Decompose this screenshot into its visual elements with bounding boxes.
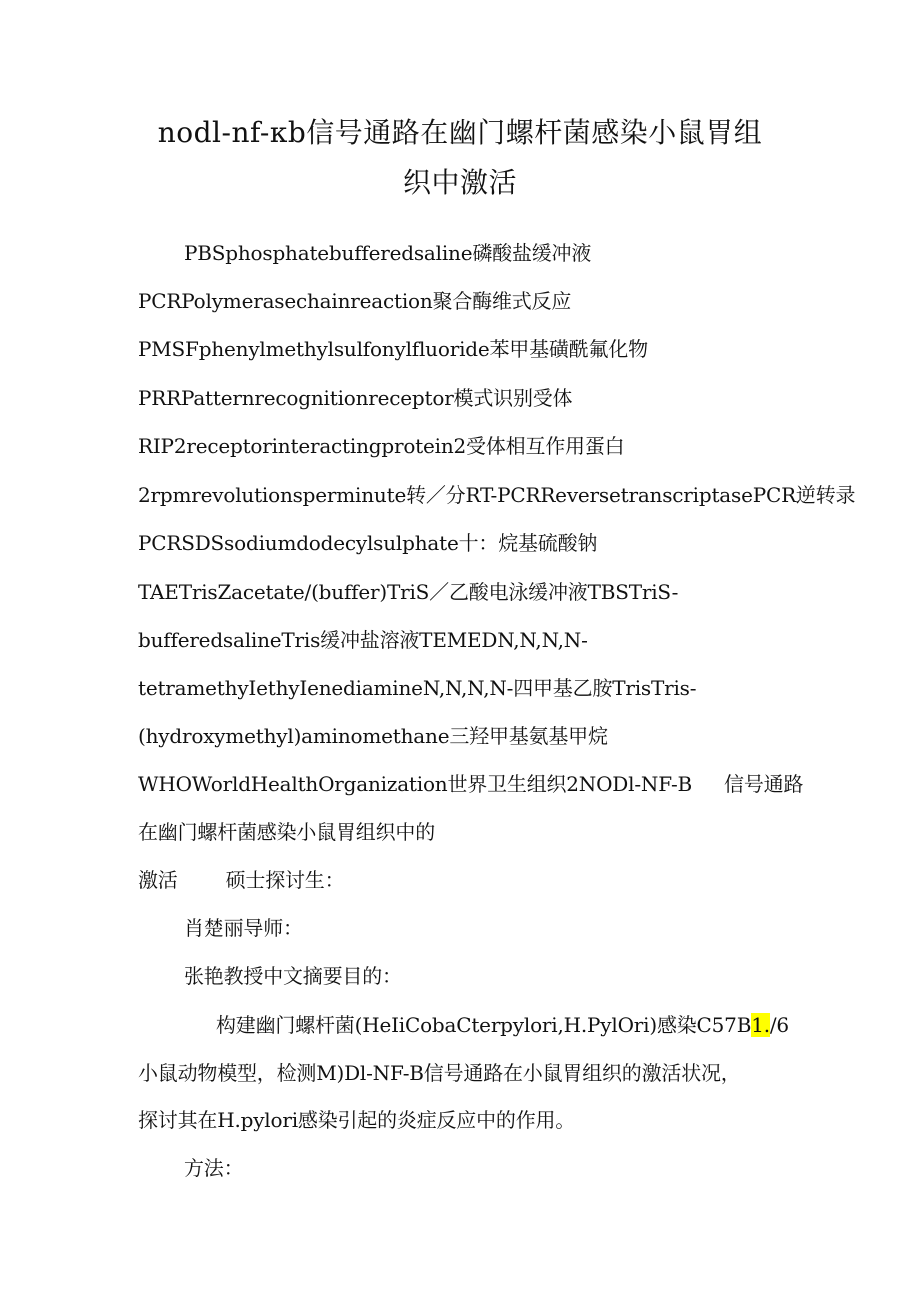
abbrev-line-tris: (hydroxymethyl)aminomethane三羟甲基氨基甲烷 [138, 724, 608, 748]
purpose-line-2: 小鼠动物模型，检测M)Dl-NF-B信号通路在小鼠胃组织的激活状况， [138, 1061, 741, 1085]
text-line-activation [138, 865, 344, 895]
abbrev-line-pbs: PBSphosphatebufferedsaline磷酸盐缓冲液 [184, 241, 592, 265]
student-label: 硕士探讨生： [225, 868, 345, 892]
abbrev-line-rip2: RIP2receptorinteractingprotein2受体相互作用蛋白 [138, 434, 625, 458]
abbrev-line-tbs: bufferedsalineTris缓冲盐溶液TEMEDN,N,N,N- [138, 628, 588, 652]
abbrev-line-sds: PCRSDSsodiumdodecylsulphate十：烷基硫酸钠 [138, 531, 598, 555]
who-text: WHOWorldHealthOrganization世界卫生组织2NODl-NF-B [138, 772, 693, 796]
abbrev-line-prr: PRRPatternrecognitionreceptor模式识别受体 [138, 386, 573, 410]
text-line-advisor: 张艳教授中文摘要目的： [184, 964, 402, 988]
activation-word: 激活 [138, 868, 178, 892]
purpose-line-3: 探讨其在H.pylori感染引起的炎症反应中的作用。 [138, 1108, 576, 1132]
abbrev-line-pcr: PCRPolymerasechainreaction聚合酶维式反应 [138, 289, 572, 313]
document-title-line-1: nodl-nf-κb信号通路在幽门螺杆菌感染小鼠胃组 [157, 116, 763, 149]
abbrev-line-pmsf: PMSFphenylmethylsulfonylfluoride苯甲基磺酰氟化物 [138, 337, 648, 361]
methods-heading: 方法： [184, 1156, 244, 1180]
who-text-signal: 信号通路 [724, 772, 804, 796]
abbrev-line-tae: TAETrisZacetate/(buffer)TriS／乙酸电泳缓冲液TBSTriS- [138, 580, 679, 604]
abbrev-line-who [138, 769, 803, 799]
document-title-line-2: 织中激活 [402, 166, 517, 199]
highlight-mark: 1. [751, 1013, 770, 1037]
text-line-student: 肖楚丽导师： [184, 916, 303, 940]
purpose-line-1 [216, 1010, 789, 1040]
abbrev-line-rpm: 2rpmrevolutionsperminute转／分RT-PCRReversetranscriptasePCR逆转录 [138, 483, 856, 507]
abbrev-line-temed: tetramethyIethyIenediamineN,N,N,N-四甲基乙胺TrisTris- [138, 676, 697, 700]
text-line-stomach: 在幽门螺杆菌感染小鼠胃组织中的 [138, 820, 435, 844]
purpose-text-b: /6 [769, 1013, 789, 1037]
purpose-text-a: 构建幽门螺杆菌(HeIiCobaCterpylori,H.PylOri)感染C57B [216, 1013, 752, 1037]
